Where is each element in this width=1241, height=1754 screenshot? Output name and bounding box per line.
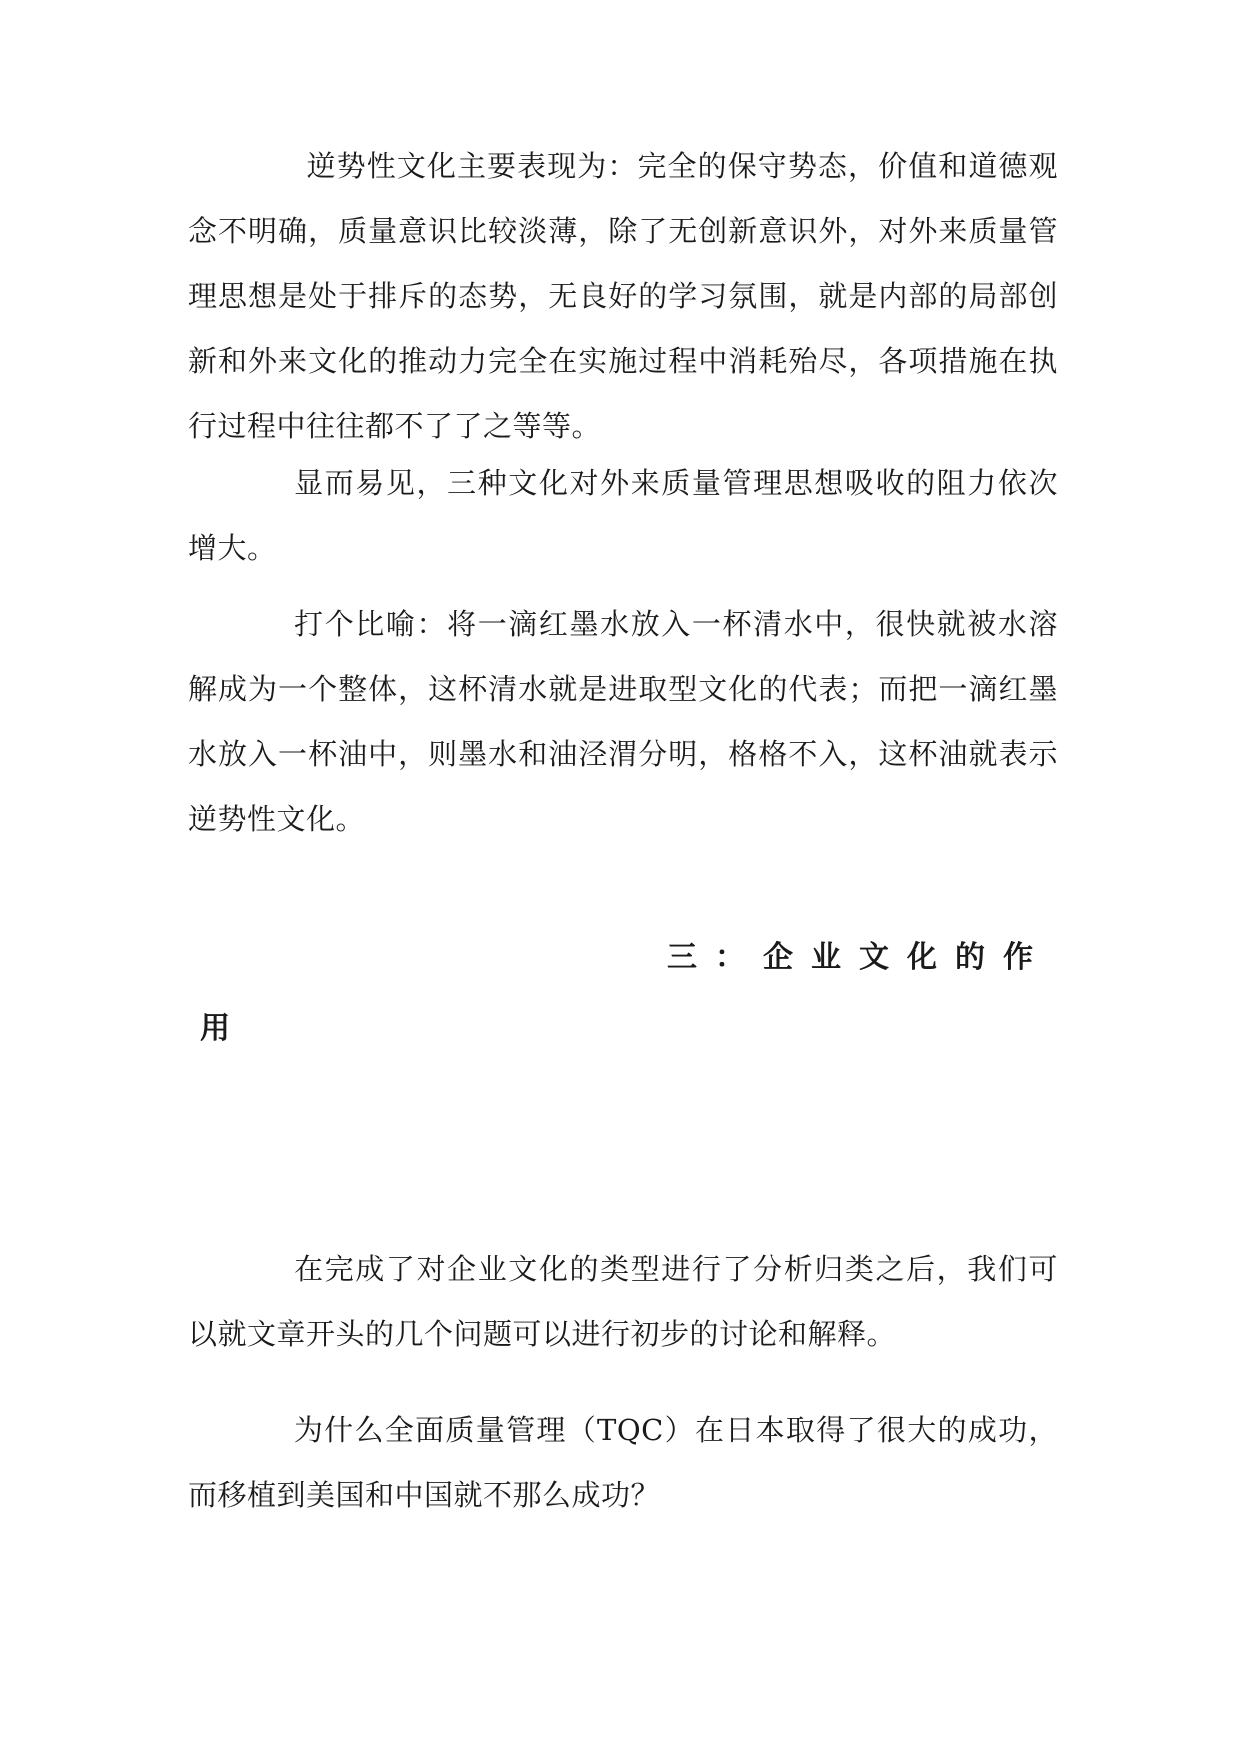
section-heading-line1: 三：企业文化的作	[667, 940, 1051, 975]
paragraph-resistance	[188, 451, 1058, 581]
paragraph-text: 打个比喻：将一滴红墨水放入一杯清水中，很快就被水溶解成为一个整体，这杯清水就是进取型文化的代表；而把一滴红墨水放入一杯油中，则墨水和油泾渭分明，格格不入，这杯油就表示逆势性文化。	[188, 607, 1058, 836]
paragraph-text: 逆势性文化主要表现为：完全的保守势态，价值和道德观念不明确，质量意识比较淡薄，除了无创新意识外，对外来质量管理思想是处于排斥的态势，无良好的学习氛围，就是内部的局部创新和外来文化的推动力完全在实施过程中消耗殆尽，各项措施在执行过程中往往都不了了之等等。	[188, 149, 1058, 443]
paragraph-text: 为什么全面质量管理（TQC）在日本取得了很大的成功，而移植到美国和中国就不那么成功？	[188, 1413, 1058, 1512]
paragraph-text: 在完成了对企业文化的类型进行了分析归类之后，我们可以就文章开头的几个问题可以进行初步的讨论和解释。	[188, 1252, 1058, 1351]
paragraph-text: 显而易见，三种文化对外来质量管理思想吸收的阻力依次增大。	[188, 466, 1058, 565]
section-heading-line2: 用	[200, 1011, 248, 1046]
paragraph-analysis	[188, 1237, 1058, 1367]
paragraph-reverse-culture	[188, 134, 1058, 459]
paragraph-metaphor	[188, 592, 1058, 852]
paragraph-question	[188, 1398, 1058, 1528]
